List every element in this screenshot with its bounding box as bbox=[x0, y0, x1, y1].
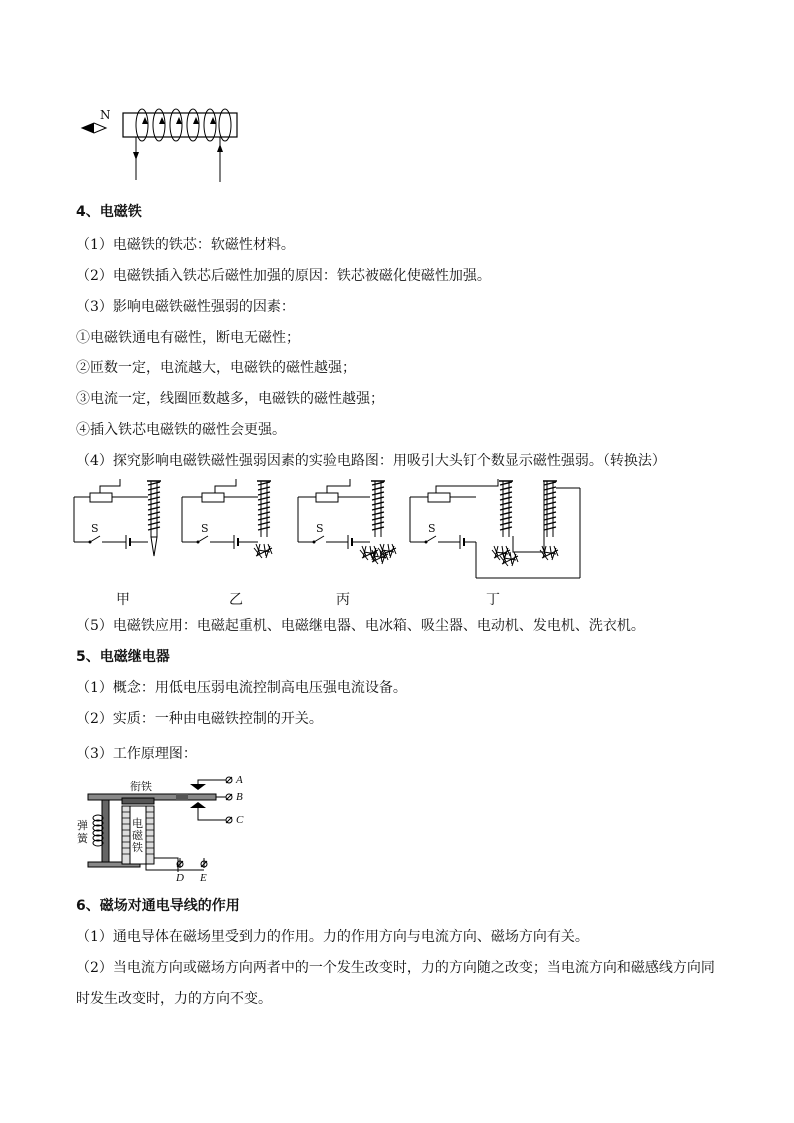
circuit-diagrams bbox=[70, 476, 590, 586]
switch-label-yi: S bbox=[201, 522, 209, 535]
section4-item-4: （4）探究影响电磁铁磁性强弱因素的实验电路图：用吸引大头钉个数显示磁性强弱。（转换法） bbox=[76, 453, 666, 469]
solenoid-figure bbox=[78, 104, 248, 188]
section6-item-2: （2）当电流方向或磁场方向两者中的一个发生改变时，力的方向随之改变；当电流方向和磁感线方向同 bbox=[76, 960, 715, 976]
section5-item-3: （3）工作原理图： bbox=[76, 746, 197, 762]
caption-ding: 丁 bbox=[486, 592, 500, 608]
switch-label-ding: S bbox=[428, 522, 436, 535]
relay-diagram bbox=[76, 772, 256, 888]
caption-bing: 丙 bbox=[336, 592, 350, 608]
relay-diagram-svg bbox=[76, 772, 256, 888]
caption-jia: 甲 bbox=[116, 592, 130, 608]
section5-title: 5、电磁继电器 bbox=[76, 649, 170, 665]
section4-factor-4: ④插入铁芯电磁铁的磁性会更强。 bbox=[76, 422, 286, 438]
section6-item-2-cont: 时发生改变时，力的方向不变。 bbox=[76, 991, 272, 1007]
switch-label-jia: S bbox=[91, 522, 99, 535]
circuit-yi bbox=[182, 479, 272, 558]
north-pole-label: N bbox=[100, 108, 111, 122]
section4-title: 4、电磁铁 bbox=[76, 204, 142, 220]
section5-item-1: （1）概念：用低电压弱电流控制高电压强电流设备。 bbox=[76, 680, 407, 696]
section4-item-1: （1）电磁铁的铁芯：软磁性材料。 bbox=[76, 237, 295, 253]
section4-factor-2: ②匝数一定，电流越大，电磁铁的磁性越强； bbox=[76, 360, 356, 376]
relay-spring-label: 弹簧 bbox=[77, 820, 88, 845]
terminal-c-label: C bbox=[236, 814, 244, 826]
terminal-b-label: B bbox=[236, 791, 243, 803]
circuit-bing bbox=[298, 479, 396, 564]
section4-application: （5）电磁铁应用：电磁起重机、电磁继电器、电冰箱、吸尘器、电动机、发电机、洗衣机。 bbox=[76, 618, 645, 634]
section4-item-2: （2）电磁铁插入铁芯后磁性加强的原因：铁芯被磁化使磁性加强。 bbox=[76, 268, 491, 284]
switch-label-bing: S bbox=[316, 522, 324, 535]
terminal-e-label: E bbox=[200, 872, 207, 884]
terminal-d-label: D bbox=[176, 872, 184, 884]
section6-title: 6、磁场对通电导线的作用 bbox=[76, 898, 240, 914]
section4-item-3: （3）影响电磁铁磁性强弱的因素： bbox=[76, 299, 295, 315]
relay-armature-label: 衔铁 bbox=[130, 781, 152, 793]
section4-factor-3: ③电流一定，线圈匝数越多，电磁铁的磁性越强； bbox=[76, 391, 384, 407]
terminal-a-label: A bbox=[236, 774, 243, 786]
section5-item-2: （2）实质：一种由电磁铁控制的开关。 bbox=[76, 711, 323, 727]
section4-factor-1: ①电磁铁通电有磁性，断电无磁性； bbox=[76, 330, 300, 346]
caption-yi: 乙 bbox=[229, 592, 243, 608]
section6-item-1: （1）通电导体在磁场里受到力的作用。力的作用方向与电流方向、磁场方向有关。 bbox=[76, 929, 589, 945]
relay-magnet-label: 电磁铁 bbox=[132, 818, 143, 854]
circuit-jia bbox=[74, 479, 161, 556]
circuit-diagrams-svg bbox=[70, 476, 590, 586]
